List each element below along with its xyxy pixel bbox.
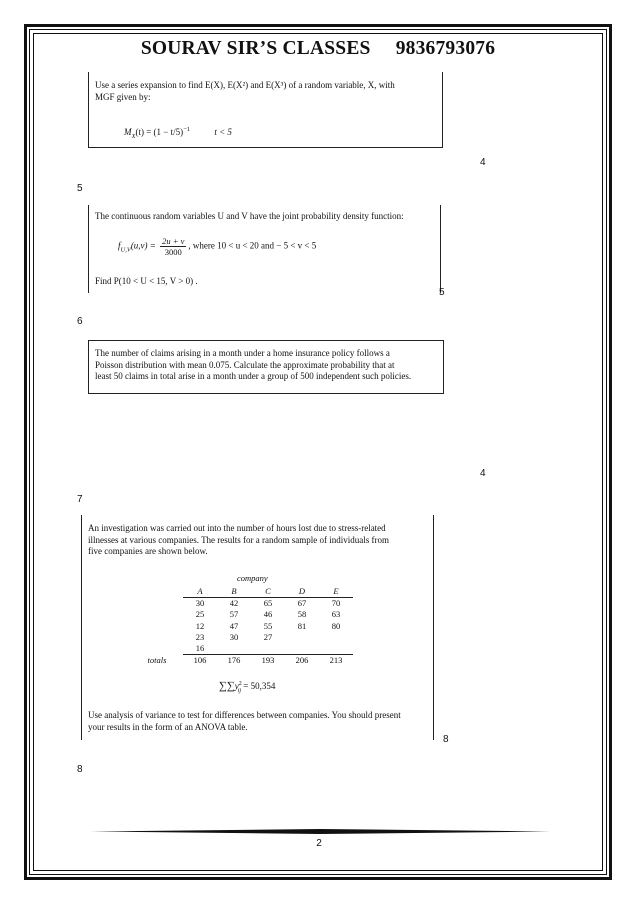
q5-find: Find P(10 < U < 15, V > 0) . [95, 276, 198, 286]
q4-line2: MGF given by: [95, 92, 151, 102]
q4-formula [124, 124, 436, 142]
q4-formula-sub: X [131, 132, 136, 140]
q4-marks: 4 [480, 157, 486, 168]
q7-sum-sub: ij [237, 687, 242, 694]
row-label: totals [147, 654, 167, 665]
table-row [131, 632, 353, 643]
q7-sum-value: = 50,354 [241, 681, 276, 691]
table-cell: 80 [331, 620, 341, 631]
q5-line1: The continuous random variables U and V have the joint probability density function: [95, 211, 404, 221]
table-cell [251, 643, 285, 655]
q6-number: 6 [77, 316, 83, 327]
row-label [131, 609, 183, 620]
table-row [131, 643, 353, 655]
table-cell: 30 [229, 631, 239, 642]
q7-marks: 8 [443, 734, 449, 745]
table-cell: 55 [263, 620, 273, 631]
table-cell: 67 [297, 598, 307, 609]
table-cell [319, 643, 353, 655]
q6-marks: 4 [480, 468, 486, 479]
table-cell: 206 [295, 655, 309, 666]
table-cell: 63 [331, 609, 341, 620]
table-row [131, 609, 353, 620]
table-row [131, 621, 353, 632]
q7-sum-line [219, 679, 275, 697]
q5-func-sub: U,V [120, 246, 131, 254]
header-name: SOURAV SIR’S CLASSES [140, 38, 371, 59]
q7-sum-symbol: ∑∑ [219, 680, 235, 692]
table-cell: 57 [229, 609, 239, 620]
row-label [131, 632, 183, 643]
q5-frac-den: 3000 [164, 247, 182, 257]
question-4-box [88, 72, 443, 148]
table-cell: 27 [263, 631, 273, 642]
row-label [131, 643, 183, 655]
table-cell: 23 [195, 631, 205, 642]
table-cell [285, 643, 319, 655]
table-totals-row [131, 655, 353, 667]
table-cell [285, 632, 319, 643]
q7-number: 7 [77, 494, 83, 505]
table-row [131, 598, 353, 610]
table-cell: C [251, 586, 285, 598]
table-cell: 30 [195, 598, 205, 609]
row-label [131, 586, 183, 598]
q7-line3: five companies are shown below. [88, 546, 208, 556]
table-cell: 46 [263, 609, 273, 620]
table-cell: B [217, 586, 251, 598]
table-cell: 25 [195, 609, 205, 620]
table-cell: 12 [195, 620, 205, 631]
q5-function [118, 236, 434, 257]
table-cell: 65 [263, 598, 273, 609]
table-header-row [131, 586, 353, 598]
q4-formula-m: M [124, 127, 132, 137]
table-cell: 47 [229, 620, 239, 631]
q4-line1: Use a series expansion to find E(X), E(X²) and E(X³) of a random variable, X, with [95, 80, 395, 90]
row-label [131, 598, 183, 610]
q5-where: , where 10 < u < 20 and − 5 < v < 5 [188, 240, 317, 251]
table-cell: D [285, 586, 319, 598]
q5-marks: 5 [439, 287, 445, 298]
table-cell: E [319, 586, 353, 598]
q7-line1: An investigation was carried out into the number of hours lost due to stress-related [88, 523, 386, 533]
q7-sum-var: y [234, 681, 239, 691]
q7-data-table [131, 586, 353, 666]
table-cell [217, 643, 251, 655]
table-cell: 213 [329, 655, 343, 666]
table-cell: 16 [183, 643, 217, 655]
q6-line2: Poisson distribution with mean 0.075. Calculate the approximate probability that at [95, 359, 395, 370]
table-cell: A [183, 586, 217, 598]
header-phone: 9836793076 [395, 38, 496, 59]
q5-number: 5 [77, 183, 83, 194]
q4-condition: t < 5 [214, 127, 232, 137]
table-cell: 193 [261, 655, 275, 666]
q5-fraction [160, 236, 186, 257]
table-cell: 42 [229, 598, 239, 609]
q7-line5: your results in the form of an ANOVA table. [88, 721, 248, 732]
table-cell: 106 [193, 655, 207, 666]
q6-line3: least 50 claims in total arise in a month under a group of 500 independent such policies. [95, 371, 412, 381]
q5-func-args: (u,v) = [130, 240, 156, 251]
table-cell: 58 [297, 609, 307, 620]
table-cell [319, 632, 353, 643]
table-cell: 176 [227, 655, 241, 666]
q4-formula-rest: (t) = (1 − t/5) [135, 127, 184, 137]
q4-formula-exp: −1 [183, 126, 191, 133]
q7-sum-exp: 2 [238, 681, 242, 687]
q6-line1: The number of claims arising in a month under a home insurance policy follows a [95, 348, 390, 358]
row-label [131, 621, 183, 632]
q5-func-f: f [118, 240, 121, 251]
q8-number: 8 [77, 764, 83, 775]
page-number: 2 [316, 838, 322, 849]
footer-divider [90, 829, 550, 834]
page-border-inner [33, 33, 603, 871]
q5-frac-num: 2u + v [162, 236, 185, 246]
q7-line4: Use analysis of variance to test for differences between companies. You should present [88, 710, 401, 720]
table-cell: 81 [297, 620, 307, 631]
question-5-box [88, 205, 441, 293]
q7-line2: illnesses at various companies. The results for a random sample of individuals from [88, 534, 390, 545]
q7-group-label: company [237, 573, 268, 583]
table-cell: 70 [331, 598, 341, 609]
question-6-box [88, 340, 444, 394]
page-header [33, 38, 603, 60]
